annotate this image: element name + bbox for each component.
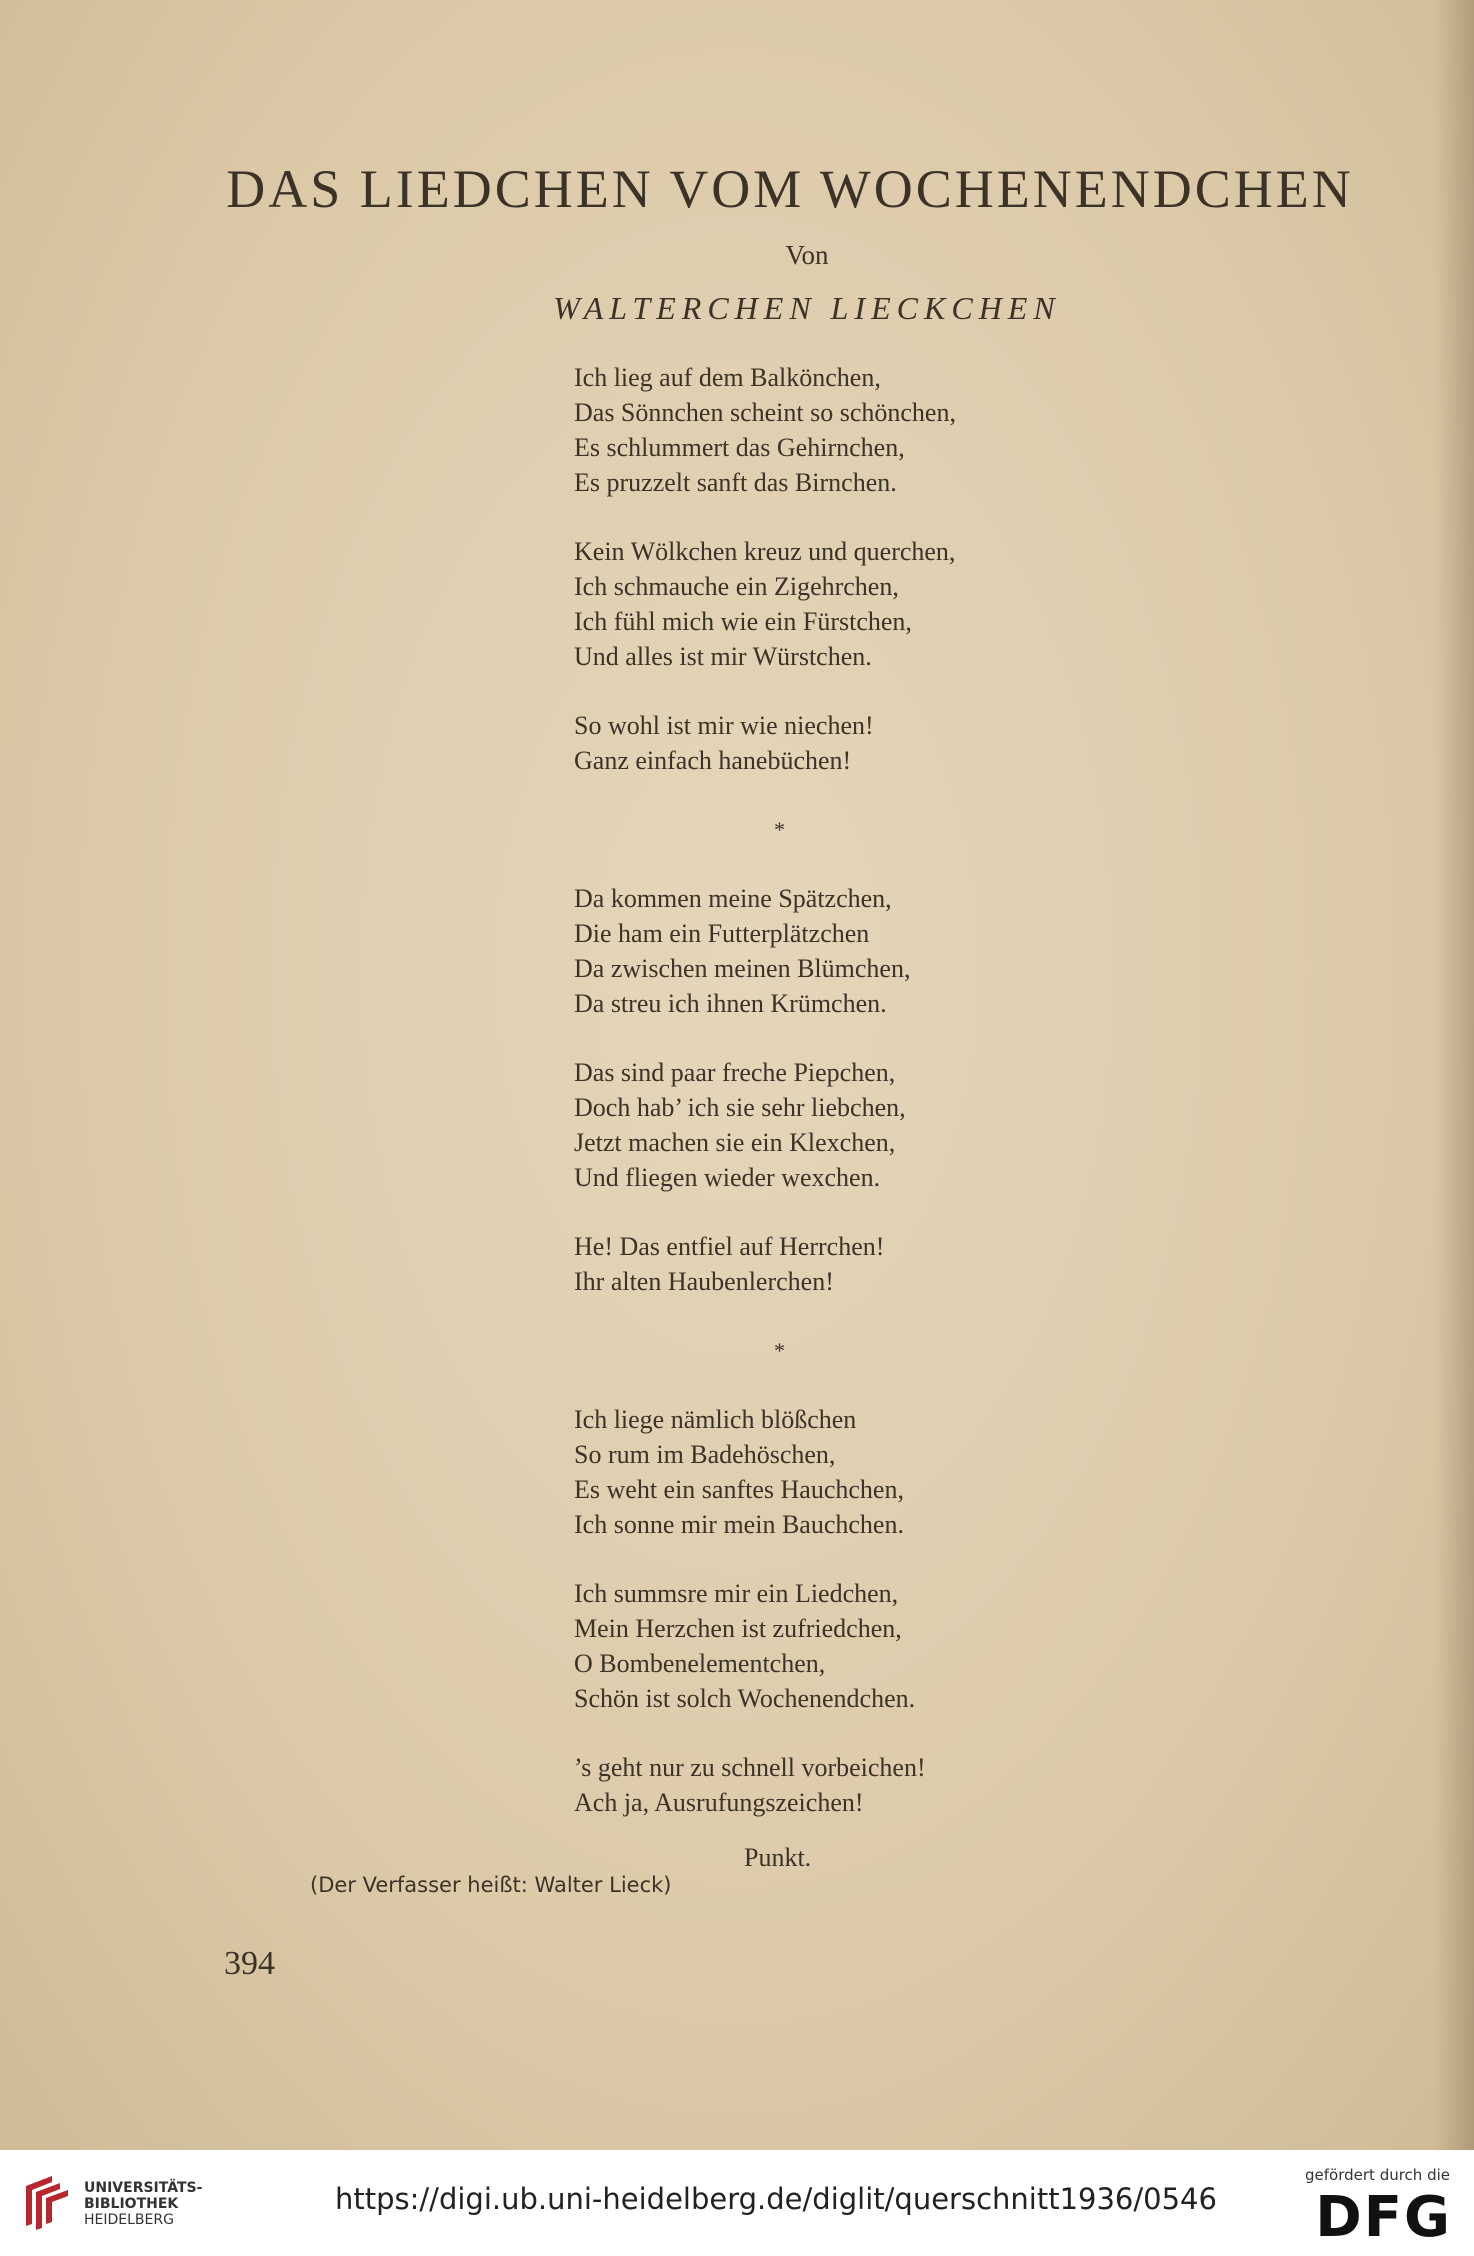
section-separator: *: [774, 1338, 785, 1363]
poem-line: Das Sönnchen scheint so schönchen,: [574, 398, 956, 427]
library-name: [84, 2180, 202, 2228]
stanza: [574, 360, 1274, 500]
poem-line: So wohl ist mir wie niechen!: [574, 711, 874, 740]
poem-line: Die ham ein Futterplätzchen: [574, 919, 870, 948]
permalink-url[interactable]: https://digi.ub.uni-heidelberg.de/diglit/querschnitt1936/0546: [335, 2182, 1217, 2216]
library-name-line: UNIVERSITÄTS-: [84, 2180, 203, 2196]
closing-word: Punkt.: [744, 1843, 812, 1872]
stanza: [574, 1402, 1274, 1542]
stanza: [574, 1576, 1274, 1716]
poem-line: Ach ja, Ausrufungszeichen!: [574, 1788, 864, 1817]
poem-line: Ich schmauche ein Zigehrchen,: [574, 572, 899, 601]
poem-line: Ich summsre mir ein Liedchen,: [574, 1579, 899, 1608]
poem-body: [574, 360, 1274, 1875]
poem-line: Schön ist solch Wochenendchen.: [574, 1684, 916, 1713]
poem-line: Ich lieg auf dem Balkönchen,: [574, 363, 881, 392]
poem-line: Und alles ist mir Würstchen.: [574, 642, 872, 671]
stanza: [574, 1055, 1274, 1195]
poem-line: Mein Herzchen ist zufriedchen,: [574, 1614, 902, 1643]
library-name-line: BIBLIOTHEK: [84, 2196, 179, 2212]
poem-title: DAS LIEDCHEN VOM WOCHENENDCHEN: [226, 159, 1354, 219]
dfg-logo: DFG: [1315, 2185, 1452, 2250]
stanza: [574, 881, 1274, 1021]
viewer-footer: [0, 2150, 1474, 2256]
stanza: [574, 708, 1274, 778]
poem-line: Ich sonne mir mein Bauchchen.: [574, 1510, 904, 1539]
funding-note: gefördert durch die: [1305, 2166, 1450, 2184]
poem-line: Es schlummert das Gehirnchen,: [574, 433, 905, 462]
poem-line: So rum im Badehöschen,: [574, 1440, 836, 1469]
section-separator: *: [774, 817, 785, 842]
page-number: 394: [224, 1945, 275, 1982]
poem-line: Jetzt machen sie ein Klexchen,: [574, 1128, 896, 1157]
poem-line: Doch hab’ ich sie sehr liebchen,: [574, 1093, 906, 1122]
stanza: [574, 534, 1274, 674]
poem-line: Das sind paar freche Piepchen,: [574, 1058, 896, 1087]
author-footnote: (Der Verfasser heißt: Walter Lieck): [310, 1873, 672, 1897]
library-name-line: HEIDELBERG: [84, 2212, 174, 2228]
poem-line: He! Das entfiel auf Herrchen!: [574, 1232, 885, 1261]
poem-line: ’s geht nur zu schnell vorbeichen!: [574, 1753, 926, 1782]
poem-line: O Bombenelementchen,: [574, 1649, 826, 1678]
stanza: [574, 1750, 1274, 1820]
author-name: WALTERCHEN LIECKCHEN: [553, 290, 1061, 326]
poem-line: Ich liege nämlich blößchen: [574, 1405, 857, 1434]
poem-line: Ganz einfach hanebüchen!: [574, 746, 852, 775]
poem-line: Ihr alten Haubenlerchen!: [574, 1267, 834, 1296]
poem-line: Kein Wölkchen kreuz und querchen,: [574, 537, 956, 566]
poem-line: Da zwischen meinen Blümchen,: [574, 954, 911, 983]
stanza: [574, 1229, 1274, 1299]
poem-line: Da kommen meine Spätzchen,: [574, 884, 892, 913]
poem-line: Es weht ein sanftes Hauchchen,: [574, 1475, 904, 1504]
poem-line: Ich fühl mich wie ein Fürstchen,: [574, 607, 912, 636]
poem-line: Da streu ich ihnen Krümchen.: [574, 989, 887, 1018]
library-logo-icon: [18, 2172, 74, 2232]
poem-line: Und fliegen wieder wexchen.: [574, 1163, 881, 1192]
byline: Von: [785, 240, 829, 270]
poem-line: Es pruzzelt sanft das Birnchen.: [574, 468, 897, 497]
